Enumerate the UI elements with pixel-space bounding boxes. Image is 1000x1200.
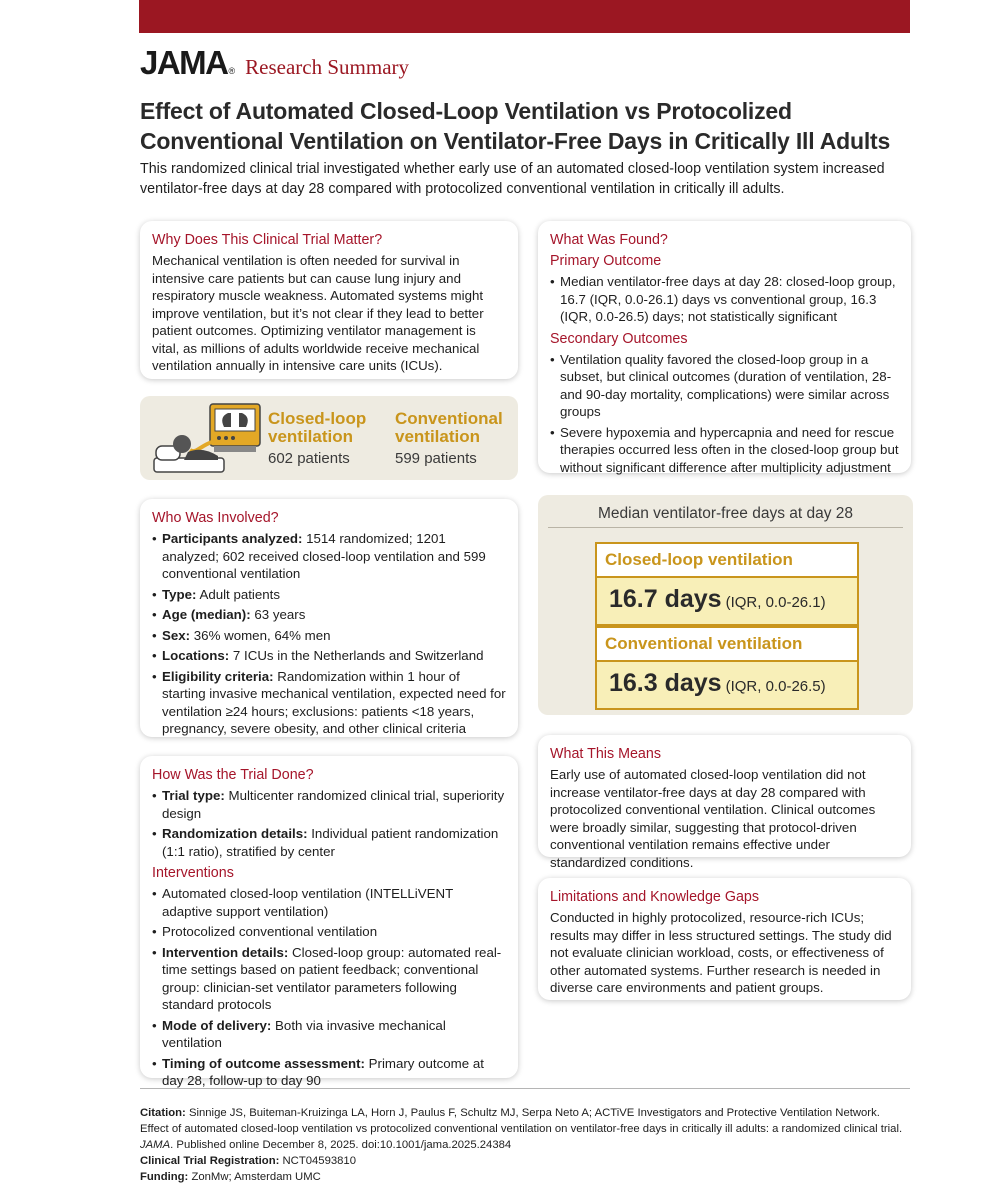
- how-card: [140, 756, 518, 1088]
- item-text: Closed-loop group: automated real-time settings based on patient feedback; conventional group: clinician-set ventilator parameters following standard protocols: [162, 944, 502, 1012]
- title-line-2: Conventional Ventilation on Ventilator-Free Days in Critically Ill Adults: [140, 128, 891, 154]
- citation-journal: JAMA: [140, 1139, 171, 1151]
- closed-loop-arm: [268, 410, 366, 467]
- interventions-list: [152, 885, 506, 1090]
- item-label: Eligibility criteria:: [162, 668, 274, 684]
- item-text: 1514 randomized; 1201 analyzed; 602 received closed-loop ventilation and 599 conventional ventilation: [162, 531, 486, 581]
- journal-brand: [140, 44, 409, 84]
- list-item: [152, 530, 506, 583]
- item-text: Adult patients: [196, 586, 281, 602]
- conventional-label: [395, 410, 503, 446]
- title-line-1: Effect of Automated Closed-Loop Ventilation vs Protocolized: [140, 98, 792, 124]
- why-heading: Why Does This Clinical Trial Matter?: [152, 232, 383, 248]
- item-text: 36% women, 64% men: [190, 627, 331, 643]
- citation: [140, 1105, 910, 1153]
- list-item: [152, 1017, 506, 1052]
- closed-loop-count: 602 patients: [268, 450, 350, 467]
- conventional-label-line-1: Conventional: [395, 409, 503, 428]
- closed-loop-label: [268, 410, 366, 446]
- header-color-bar: [139, 0, 910, 33]
- who-list: [152, 530, 506, 738]
- median-divider: [548, 527, 903, 528]
- list-item: [152, 944, 506, 1014]
- list-item: [152, 825, 506, 860]
- found-heading: What Was Found?: [550, 232, 668, 248]
- item-text: Primary outcome at day 28, follow-up to day 90: [162, 1055, 484, 1088]
- closed-loop-result-label: Closed-loop ventilation: [597, 544, 857, 578]
- median-results-panel: [538, 495, 913, 715]
- how-list: [152, 787, 506, 860]
- found-card: [538, 221, 911, 473]
- how-heading: How Was the Trial Done?: [152, 767, 314, 783]
- means-card: [538, 735, 911, 870]
- median-title: Median ventilator-free days at day 28: [597, 505, 854, 522]
- item-label: Intervention details:: [162, 944, 289, 960]
- closed-loop-result: [595, 542, 859, 626]
- item-text: 63 years: [250, 607, 306, 622]
- secondary-outcome-list: [550, 351, 899, 477]
- list-item: [152, 885, 506, 920]
- limits-heading: Limitations and Knowledge Gaps: [550, 889, 760, 905]
- conventional-arm: [395, 410, 503, 467]
- registered-mark: ®: [228, 66, 236, 76]
- item-text: Protocolized conventional ventilation: [162, 924, 378, 939]
- registration-value: NCT04593810: [279, 1155, 356, 1167]
- conventional-count: 599 patients: [395, 450, 477, 467]
- funding-label: Funding:: [140, 1171, 189, 1183]
- result-iqr: (IQR, 0.0-26.1): [725, 594, 826, 611]
- result-number: 16.3 days: [609, 669, 722, 697]
- conventional-label-line-2: ventilation: [395, 427, 481, 446]
- result-iqr: (IQR, 0.0-26.5): [725, 678, 826, 695]
- item-label: Randomization details:: [162, 826, 308, 841]
- closed-loop-result-value: [597, 578, 857, 624]
- item-label: Mode of delivery:: [162, 1017, 272, 1033]
- citation-text-2: . Published online December 8, 2025. doi:10.1001/jama.2025.24384: [170, 1139, 512, 1151]
- section-label: Research Summary: [245, 55, 410, 79]
- secondary-outcome-heading: Secondary Outcomes: [550, 330, 688, 347]
- list-item: [152, 923, 506, 941]
- intro-paragraph: This randomized clinical trial investigated whether early use of an automated closed-loop ventilation system increased ventilator-free days at day 28 compared with protocolized conventional ventilation in critically ill adults.: [140, 161, 885, 197]
- limits-card: [538, 878, 911, 1000]
- item-text: Automated closed-loop ventilation (INTELLiVENT adaptive support ventilation): [162, 886, 453, 919]
- item-label: Trial type:: [162, 788, 225, 803]
- citation-label: Citation:: [140, 1107, 186, 1119]
- funding-value: ZonMw; Amsterdam UMC: [188, 1171, 321, 1183]
- list-item: [152, 1055, 506, 1090]
- means-heading: What This Means: [550, 746, 661, 762]
- item-text: 7 ICUs in the Netherlands and Switzerland: [229, 648, 484, 663]
- item-text: Individual patient randomization (1:1 ratio), stratified by center: [162, 826, 499, 859]
- list-item: [152, 647, 506, 665]
- item-label: Timing of outcome assessment:: [162, 1055, 365, 1071]
- item-text: Both via invasive mechanical ventilation: [162, 1017, 446, 1050]
- item-label: Sex:: [162, 627, 191, 643]
- closed-loop-label-line-1: Closed-loop: [268, 409, 367, 428]
- list-item: • Severe hypoxemia and hypercapnia and need for rescue therapies occurred less often in the closed-loop group but without significant difference after multiplicity adjustment: [550, 424, 899, 477]
- list-item: [152, 668, 506, 738]
- primary-outcome-heading: Primary Outcome: [550, 253, 662, 269]
- item-label: Type:: [162, 586, 197, 602]
- list-item: • Ventilation quality favored the closed-loop group in a subset, but clinical outcomes (duration of ventilation, 28- and 90-day mortality, complications) were similar across groups: [550, 351, 899, 421]
- conventional-result-value: [597, 662, 857, 708]
- funding: [140, 1169, 910, 1185]
- ventilator-patient-icon: [152, 402, 264, 476]
- citation-block: [140, 1088, 910, 1185]
- means-body: Early use of automated closed-loop ventilation did not increase ventilator-free days at day 28 compared with protocolized conventional ventilation. Clinical outcomes were broadly similar, suggesting that protocol-driven conventional ventilation remains effective under standardized conditions.: [550, 767, 876, 870]
- result-number: 16.7 days: [609, 585, 722, 613]
- conventional-result-label: Conventional ventilation: [597, 628, 857, 662]
- interventions-heading: Interventions: [152, 865, 234, 881]
- who-card: [140, 499, 518, 737]
- citation-text: Sinnige JS, Buiteman-Kruizinga LA, Horn J, Paulus F, Schultz MJ, Serpa Neto A; ACTiVE Investigators and Protective Ventilation Network. Effect of automated closed-loop ventilation vs protocolized conventional ventilation on ventilator-free days in critically ill adults: a randomized clinical trial.: [140, 1107, 903, 1135]
- item-label: Participants analyzed:: [162, 531, 303, 546]
- conventional-result: [595, 626, 859, 710]
- page-title: [140, 96, 900, 156]
- why-card: [140, 221, 518, 379]
- item-label: Locations:: [162, 648, 230, 663]
- registration-label: Clinical Trial Registration:: [140, 1155, 280, 1167]
- list-item: [152, 627, 506, 645]
- list-item: [152, 787, 506, 822]
- list-item: [152, 586, 506, 604]
- item-label: Age (median):: [162, 607, 251, 622]
- trial-registration: [140, 1153, 910, 1169]
- who-heading: Who Was Involved?: [152, 510, 279, 526]
- limits-body: Conducted in highly protocolized, resource-rich ICUs; results may differ in less structured settings. The study did not evaluate clinician workload, costs, or effectiveness of other automated systems. Further research is needed in diverse care environments and patient groups.: [550, 910, 892, 995]
- jama-logo: JAMA: [140, 44, 228, 81]
- item-text: Randomization within 1 hour of starting invasive mechanical ventilation, expected need for ventilation ≥24 hours; exclusions: patients <18 years, pregnancy, severe obesity, and other clinical criteria: [162, 668, 506, 736]
- list-item: [152, 606, 506, 624]
- closed-loop-label-line-2: ventilation: [268, 427, 354, 446]
- why-body: Mechanical ventilation is often needed for survival in intensive care patients but can cause lung injury and respiratory muscle weakness. Automated systems might improve ventilation, but it’s not clear if they lead to better patient outcomes. Optimizing ventilator management is vital, as millions of adults worldwide receive mechanical ventilation annually in intensive care units (ICUs).: [152, 253, 484, 373]
- item-text: Multicenter randomized clinical trial, superiority design: [162, 788, 505, 821]
- patient-count-panel: [140, 396, 518, 480]
- list-item: • Median ventilator-free days at day 28: closed-loop group, 16.7 (IQR, 0.0-26.1) days vs conventional group, 16.3 (IQR, 0.0-26.5) days; not statistically significant: [550, 273, 899, 326]
- primary-outcome-list: [550, 273, 899, 326]
